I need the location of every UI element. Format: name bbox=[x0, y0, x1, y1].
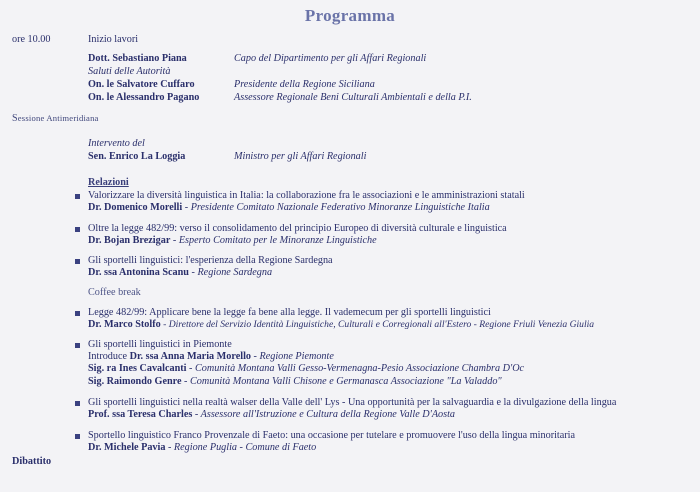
coffee-break: Coffee break bbox=[88, 287, 141, 298]
talk-item bbox=[88, 307, 594, 331]
talk-speaker: Dr. ssa Antonina Scanu bbox=[88, 267, 189, 279]
greetings-label: Saluti delle Autorità bbox=[88, 66, 171, 77]
talk-item bbox=[88, 255, 333, 279]
talk-affiliation: - Esperto Comitato per le Minoranze Linguistiche bbox=[170, 235, 377, 247]
page-title: Programma bbox=[304, 6, 396, 25]
talk-title: Valorizzare la diversità linguistica in Italia: la collaborazione fra le associazioni e le amministrazioni statali bbox=[88, 190, 525, 201]
talk-speaker: Dr. Marco Stolfo bbox=[88, 319, 161, 331]
bullet-icon bbox=[75, 227, 80, 232]
speaker-name: On. le Alessandro Pagano bbox=[88, 92, 200, 103]
talk-item bbox=[88, 223, 507, 247]
speaker-role: Presidente della Regione Siciliana bbox=[234, 79, 375, 90]
talk-affiliation: - Presidente Comitato Nazionale Federativo Minoranze Linguistiche Italia bbox=[182, 202, 490, 214]
talk-item bbox=[88, 339, 524, 388]
bullet-icon bbox=[75, 401, 80, 406]
talk-title: Gli sportelli linguistici: l'esperienza della Regione Sardegna bbox=[88, 255, 333, 266]
talk-title: Legge 482/99: Applicare bene la legge fa bene alla legge. Il vademecum per gli sportelli linguistici bbox=[88, 307, 491, 318]
talk-affiliation: - Comunità Montana Valli Chisone e Germanasca Associazione "La Valaddo" bbox=[181, 375, 502, 387]
intervention-label: Intervento del bbox=[88, 138, 145, 149]
talk-affiliation: - Regione Sardegna bbox=[188, 267, 273, 279]
talk-item bbox=[88, 430, 575, 454]
talk-speaker: Dr. Domenico Morelli bbox=[88, 202, 183, 214]
talk-speaker: Dr. Bojan Brezigar bbox=[88, 235, 171, 247]
talk-affiliation: - Regione Piemonte bbox=[251, 351, 334, 363]
intro-label: Introduce bbox=[88, 351, 130, 363]
bullet-icon bbox=[75, 194, 80, 199]
start-time: ore 10.00 bbox=[12, 34, 51, 45]
speaker-role: Assessore Regionale Beni Culturali Ambientali e della P.I. bbox=[234, 92, 472, 103]
talk-affiliation: - Assessore all'Istruzione e Cultura della Regione Valle D'Aosta bbox=[192, 409, 456, 421]
talk-title: Gli sportelli linguistici nella realtà walser della Valle dell' Lys - Una opportunità per la salvaguardia e la divulgazione della lingua bbox=[88, 397, 617, 408]
talk-speaker: Dr. Michele Pavia bbox=[88, 442, 166, 454]
talk-speaker: Sig. Raimondo Genre bbox=[88, 375, 182, 387]
talk-affiliation: - Comunità Montana Valli Gesso-Vermenagna-Pesio Associazione Chambra D'Oc bbox=[186, 363, 525, 375]
opening-label: Inizio lavori bbox=[88, 34, 139, 45]
speaker-name: On. le Salvatore Cuffaro bbox=[88, 79, 195, 90]
intervention-name: Sen. Enrico La Loggia bbox=[88, 151, 186, 162]
intervention-role: Ministro per gli Affari Regionali bbox=[234, 151, 367, 162]
relazioni-heading: Relazioni bbox=[88, 177, 129, 188]
closing-label: Dibattito bbox=[12, 456, 52, 467]
session-title: Sessione Antimeridiana bbox=[12, 113, 99, 124]
talk-title: Sportello linguistico Franco Provenzale di Faeto: una occasione per tutelare e promuovere l'uso della lingua minoritaria bbox=[88, 430, 576, 441]
bullet-icon bbox=[75, 311, 80, 316]
bullet-icon bbox=[75, 434, 80, 439]
speaker-name: Dott. Sebastiano Piana bbox=[88, 53, 187, 64]
talk-affiliation: - Regione Puglia - Comune di Faeto bbox=[165, 442, 317, 454]
bullet-icon bbox=[75, 343, 80, 348]
talk-speaker: Prof. ssa Teresa Charles bbox=[88, 409, 193, 421]
speaker-role: Capo del Dipartimento per gli Affari Regionali bbox=[234, 53, 427, 64]
talk-speaker: Sig. ra Ines Cavalcanti bbox=[88, 363, 187, 375]
bullet-icon bbox=[75, 259, 80, 264]
talk-item bbox=[88, 190, 525, 214]
talk-speaker: Dr. ssa Anna Maria Morello bbox=[129, 351, 251, 363]
talk-affiliation: - Direttore del Servizio Identità Linguistiche, Culturali e Corregionali all'Estero - Regione Friuli Venezia Giulia bbox=[160, 319, 595, 331]
talk-title: Gli sportelli linguistici in Piemonte bbox=[88, 339, 232, 350]
talk-item bbox=[88, 397, 616, 421]
talk-title: Oltre la legge 482/99: verso il consolidamento del principio Europeo di diversità culturale e linguistica bbox=[88, 223, 507, 234]
